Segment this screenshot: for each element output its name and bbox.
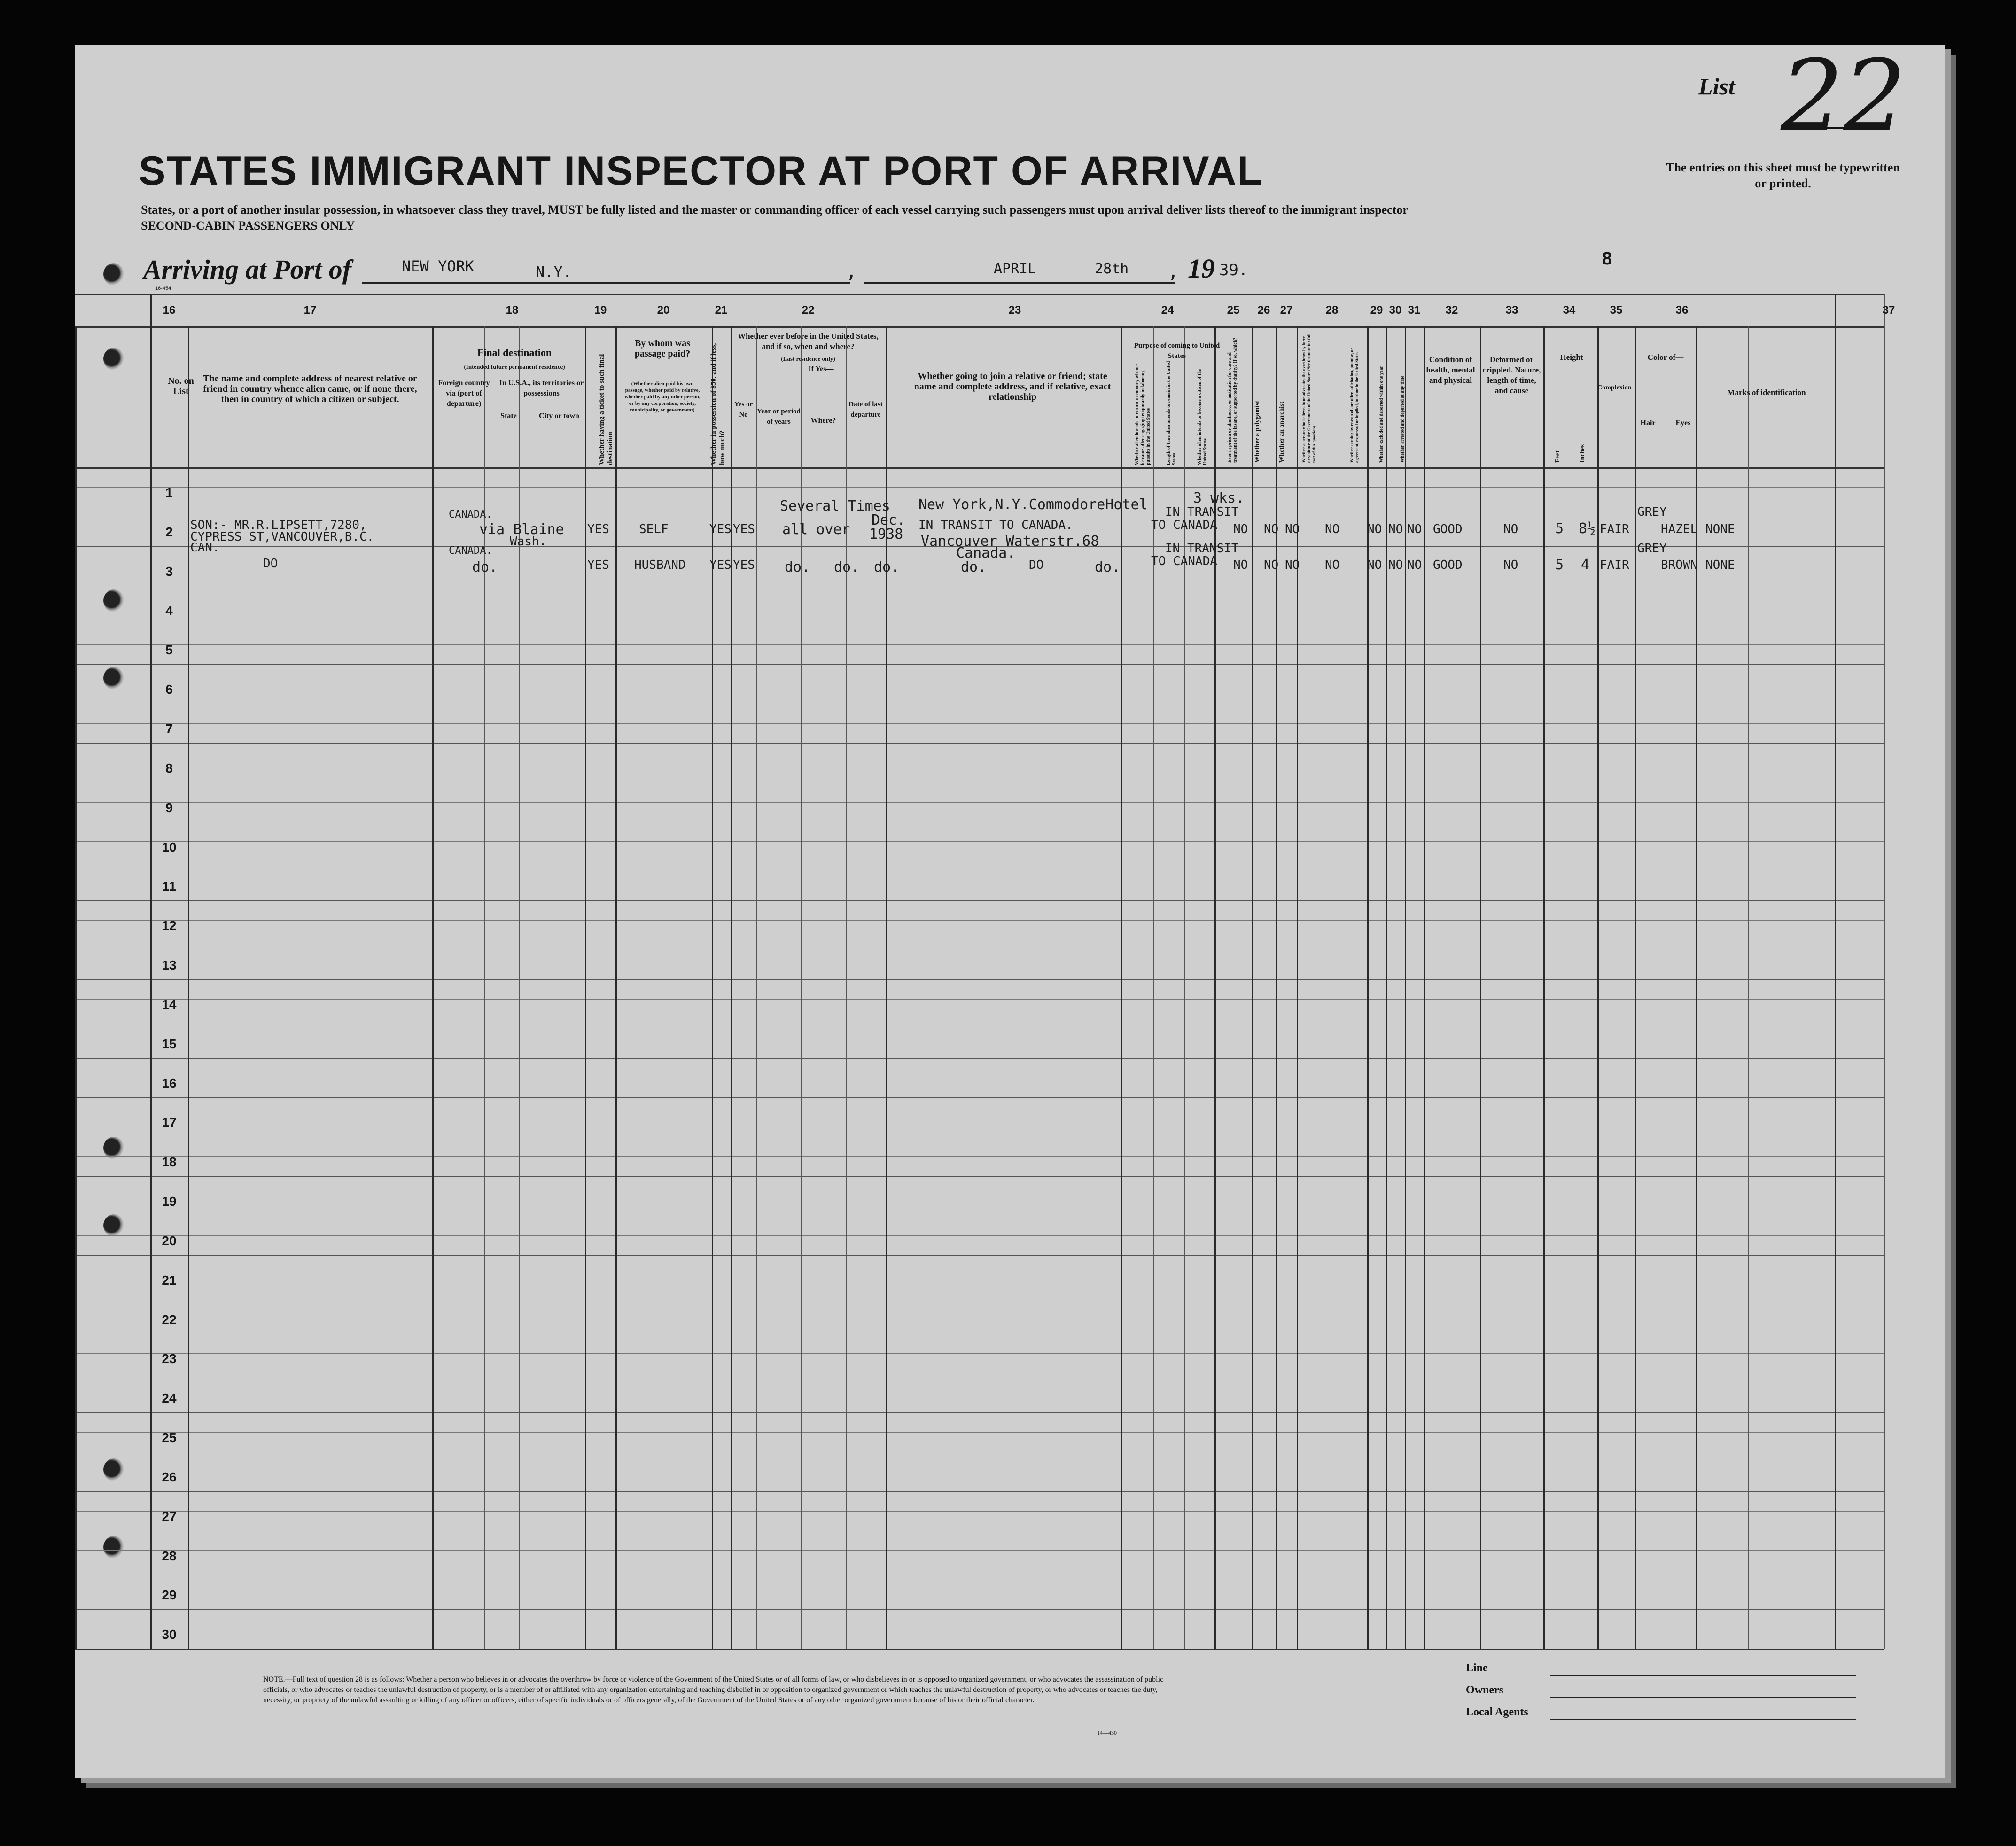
- row2-deformed: NO: [1503, 558, 1518, 572]
- row-number: 25: [162, 1430, 177, 1445]
- date-day-value: 28th: [1095, 261, 1129, 277]
- column-rule: [1252, 326, 1253, 1649]
- port-value: NEW YORK: [402, 257, 475, 275]
- row-rule: [75, 1609, 1884, 1610]
- row-number: 22: [162, 1312, 177, 1327]
- column-number: 30: [1389, 304, 1402, 317]
- row-number: 27: [162, 1509, 177, 1524]
- row1-anarchist: NO: [1285, 522, 1300, 536]
- header-condition: Condition of health, mental and physical: [1426, 355, 1475, 385]
- header-purpose-a: Whether alien intends to return to country whence he came after engaging temporarily in laboring pursuits in the United States: [1135, 363, 1151, 465]
- half-row-rule: [75, 802, 1884, 803]
- row-number: 23: [162, 1351, 177, 1366]
- column-rule: [188, 326, 189, 1649]
- row-rule: [75, 1412, 1884, 1413]
- column-number: 33: [1505, 304, 1518, 317]
- row1-marks: NONE: [1705, 522, 1735, 536]
- column-number: 20: [657, 304, 670, 317]
- column-number: 18: [506, 304, 519, 317]
- column-rule: [585, 326, 586, 1649]
- row-number: 20: [162, 1233, 177, 1248]
- row1-purpose-b1: 3 wks.: [1193, 490, 1245, 506]
- row1-polygamist: NO: [1264, 522, 1279, 536]
- column-number: 22: [802, 304, 815, 317]
- header-complexion: Complexion: [1597, 384, 1632, 391]
- row1-joining-2: IN TRANSIT TO CANADA.: [918, 518, 1073, 532]
- subheader-rule: [801, 388, 802, 467]
- header-purpose: Purpose of coming to United States: [1134, 342, 1220, 360]
- row1-q29: NO: [1367, 522, 1382, 536]
- row-number: 5: [165, 643, 173, 657]
- header-purpose-c: Whether alien intends to become a citizen of the United States: [1197, 369, 1208, 465]
- row-rule: [75, 1491, 1884, 1492]
- row2-anarchist: NO: [1285, 558, 1300, 572]
- row2-hair: GREY: [1637, 542, 1667, 556]
- half-row-rule: [75, 999, 1884, 1000]
- port-state-value: N.Y.: [536, 263, 572, 281]
- row2-where: do.: [834, 559, 860, 575]
- half-row-rule: [75, 1235, 1884, 1236]
- row1-relative-line3: CAN.: [190, 541, 220, 555]
- header-height: Height: [1560, 353, 1583, 362]
- column-number: 35: [1610, 304, 1623, 317]
- header-inches: Inches: [1579, 444, 1586, 463]
- column-rule: [1405, 326, 1406, 1649]
- row-number: 15: [162, 1037, 177, 1051]
- date-month-value: APRIL: [994, 261, 1036, 277]
- column-number: 19: [594, 304, 607, 317]
- row2-year-period: do.: [785, 559, 810, 575]
- row2-joining-5: do.: [1095, 559, 1121, 575]
- row-number: 24: [162, 1391, 177, 1405]
- row1-year-period: Several Times: [780, 498, 890, 514]
- row2-polygamist: NO: [1264, 558, 1279, 572]
- half-row-rule: [75, 644, 1884, 645]
- header-purpose-b: Length of time alien intends to remain in the United States: [1166, 361, 1177, 465]
- header-q31: Whether arrested and deported at any time: [1400, 375, 1405, 463]
- row1-ever-before: YES: [733, 522, 755, 536]
- row1-joining-1: New York,N.Y.CommodoreHotel: [918, 496, 1148, 513]
- corner-mark: 8: [1602, 249, 1612, 269]
- header-prison: Ever in prison or almshouse, or institution for care and treatment of the insane, or supported by charity? If so, which?: [1227, 337, 1238, 463]
- row2-feet: 5: [1555, 557, 1564, 573]
- header-bottom-border: [75, 467, 1884, 469]
- column-number: 29: [1370, 304, 1383, 317]
- row1-date-departure-1: Dec.: [872, 512, 906, 528]
- date-comma: ,: [1168, 261, 1179, 282]
- row2-complexion: FAIR: [1600, 558, 1629, 572]
- column-rule: [150, 294, 152, 1649]
- column-number: 34: [1563, 304, 1576, 317]
- row2-joining-4: DO: [1029, 558, 1044, 572]
- row-number: 9: [165, 800, 173, 815]
- header-deformed: Deformed or crippled. Nature, length of time, and cause: [1482, 355, 1541, 395]
- column-number: 31: [1408, 304, 1421, 317]
- row2-prison: NO: [1233, 558, 1248, 572]
- column-rule: [615, 326, 617, 1649]
- header-city: City or town: [539, 412, 579, 420]
- row2-marks: NONE: [1705, 558, 1735, 572]
- half-row-rule: [75, 1156, 1884, 1157]
- row1-possession-50: YES: [709, 522, 732, 536]
- header-if-yes: If Yes—: [808, 365, 834, 373]
- column-rule: [1748, 326, 1749, 1649]
- half-row-rule: [75, 1353, 1884, 1354]
- header-q30: Whether excluded and deported within one year: [1379, 366, 1384, 463]
- table-top-border: [75, 294, 1884, 295]
- column-number: 28: [1325, 304, 1339, 317]
- header-color-of: Color of—: [1647, 353, 1684, 362]
- row1-where: all over: [782, 521, 850, 538]
- half-row-rule: [75, 920, 1884, 921]
- column-number: 32: [1445, 304, 1458, 317]
- row-number: 10: [162, 840, 177, 854]
- footer-line-rule: [1550, 1675, 1856, 1676]
- column-rule: [1635, 326, 1636, 1649]
- row2-q31: NO: [1407, 558, 1422, 572]
- half-row-rule: [75, 1550, 1884, 1551]
- row-rule: [75, 1058, 1884, 1059]
- page-title: STATES IMMIGRANT INSPECTOR AT PORT OF ARRIVAL: [139, 148, 1263, 194]
- row1-relative-line1: SON:- MR.R.LIPSETT,7280,: [190, 518, 367, 532]
- column-number: 26: [1257, 304, 1270, 317]
- column-number: 24: [1161, 304, 1174, 317]
- table-bottom-border: [75, 1649, 1884, 1650]
- column-number: 27: [1280, 304, 1293, 317]
- row-number: 6: [165, 682, 173, 697]
- row1-date-departure-2: 1938: [869, 526, 903, 543]
- row-number: 11: [162, 879, 176, 893]
- header-polygamist: Whether a polygamist: [1254, 401, 1261, 463]
- header-yes-or-no: Yes or No: [734, 401, 753, 419]
- header-no-on-list: No. on List: [168, 376, 194, 396]
- year-prefix: 19: [1188, 253, 1215, 284]
- row2-q30: NO: [1388, 558, 1403, 572]
- column-rule: [75, 326, 77, 1649]
- column-rule: [1543, 326, 1545, 1649]
- manifest-table: [75, 294, 1895, 1649]
- row2-passage-paid: HUSBAND: [634, 558, 686, 572]
- row1-foreign-country: CANADA.: [449, 509, 492, 520]
- row1-ticket: YES: [587, 522, 609, 536]
- column-rule: [1597, 326, 1599, 1649]
- cabin-note: SECOND-CABIN PASSENGERS ONLY: [141, 219, 355, 233]
- header-final-destination-sub: (Intended future permanent residence): [464, 363, 565, 370]
- year-suffix: 39.: [1219, 261, 1248, 279]
- half-row-rule: [75, 841, 1884, 842]
- footer-owners-rule: [1550, 1697, 1856, 1698]
- form-number: 14—430: [1097, 1730, 1117, 1736]
- row-rule: [75, 1255, 1884, 1256]
- header-ticket: Whether having a ticket to such final destination: [598, 354, 614, 465]
- form-code: 16-454: [155, 286, 171, 291]
- row-rule: [75, 900, 1884, 901]
- port-comma: ,: [846, 261, 857, 282]
- header-where: Where?: [810, 417, 836, 425]
- row1-eyes: HAZEL: [1661, 522, 1698, 536]
- row1-hair: GREY: [1637, 505, 1667, 519]
- header-nearest-relative: The name and complete address of nearest relative or friend in country whence alien came, or if none there, then in country of which a citizen or subject.: [203, 373, 417, 404]
- row2-q29: NO: [1367, 558, 1382, 572]
- list-label: List: [1698, 73, 1735, 100]
- column-number: 16: [163, 304, 176, 317]
- header-in-usa: In U.S.A., its territories or possessions: [499, 379, 584, 397]
- row2-ticket: YES: [587, 558, 609, 572]
- column-rule: [1424, 326, 1425, 1649]
- column-number: 17: [304, 304, 317, 317]
- row2-joining-1: Vancouver Waterstr.68: [921, 533, 1099, 550]
- footer-agents-label: Local Agents: [1466, 1706, 1528, 1718]
- half-row-rule: [75, 1432, 1884, 1433]
- entries-note: The entries on this sheet must be typewritten or printed.: [1666, 161, 1900, 190]
- row-number: 29: [162, 1588, 177, 1602]
- footer-line-label: Line: [1466, 1662, 1488, 1674]
- row-rule: [75, 979, 1884, 980]
- half-row-rule: [75, 487, 1884, 488]
- row2-joining-2: Canada.: [956, 545, 1016, 561]
- subheader-rule: [756, 388, 757, 467]
- column-number: 23: [1008, 304, 1021, 317]
- row-number: 4: [165, 604, 173, 618]
- row1-purpose-b3: TO CANADA: [1151, 518, 1217, 532]
- column-number: 25: [1227, 304, 1240, 317]
- half-row-rule: [75, 723, 1884, 724]
- row1-inches: 8½: [1579, 520, 1596, 537]
- port-underline: [362, 282, 850, 284]
- header-date-departure: Date of last departure: [848, 401, 883, 419]
- header-feet: Feet: [1554, 450, 1561, 463]
- row1-complexion: FAIR: [1600, 522, 1629, 536]
- row2-inches: 4: [1581, 557, 1590, 573]
- row2-q28: NO: [1325, 558, 1340, 572]
- row-number: 2: [165, 525, 173, 539]
- row-number: 16: [162, 1076, 177, 1091]
- header-ever-before-sub: (Last residence only): [781, 355, 835, 362]
- row2-date-departure: do.: [874, 559, 900, 575]
- row2-foreign-country: CANADA.: [449, 545, 492, 557]
- form-subtitle: [141, 202, 1597, 234]
- header-foreign-country: Foreign country via (port of departure): [438, 379, 490, 408]
- row-number: 8: [165, 761, 173, 776]
- row-rule: [75, 1097, 1884, 1098]
- row-number: 13: [162, 958, 177, 972]
- row-number: 3: [165, 564, 173, 579]
- column-rule: [432, 326, 434, 1649]
- row1-q28: NO: [1325, 522, 1340, 536]
- punch-hole: [103, 263, 124, 286]
- header-state: State: [500, 412, 517, 420]
- half-row-rule: [75, 1511, 1884, 1512]
- row-number: 21: [162, 1273, 177, 1288]
- header-passage-paid: By whom was passage paid?: [634, 338, 691, 359]
- row1-condition: GOOD: [1433, 522, 1463, 536]
- row-number: 26: [162, 1470, 177, 1484]
- header-marks: Marks of identification: [1727, 388, 1806, 397]
- row-number: 17: [162, 1115, 177, 1130]
- row2-ever-before: YES: [733, 558, 755, 572]
- column-number: 21: [715, 304, 728, 317]
- header-top-border: [75, 326, 1884, 328]
- header-q29: Whether coming by reason of any offer, solicitation, promise, or agreement, expressed or implied, to labor in the United States: [1349, 348, 1359, 463]
- row2-condition: GOOD: [1433, 558, 1463, 572]
- column-number: 36: [1675, 304, 1689, 317]
- row1-via: via Blaine: [479, 521, 564, 538]
- row-number: 1: [165, 485, 173, 500]
- footer-note: NOTE.—Full text of question 28 is as follows: Whether a person who believes in or advocates the overthrow by force or violence of the Government of the United States or of all forms of law, or who disbelieves in or is opposed to organized government, or who advocates the assassination of public officials, or who advocates or teaches the unlawful destruction of property, or is a member of or affiliated with any organization entertaining and teaching disbelief in or opposition to organized government or which teaches the unlawful destruction of property, or who advocates or teaches the duty, necessity, or propriety of the unlawful assaulting or killing of any officer or officers, either of specific individuals or of officers generally, of the Government of the United States or of any other organized government because of his or their official character.: [263, 1675, 1164, 1704]
- row2-eyes: BROWN: [1661, 558, 1698, 572]
- row1-prison: NO: [1233, 522, 1248, 536]
- header-possession-50: Whether in possession of $50, and if less, how much?: [710, 343, 726, 465]
- column-rule: [1386, 326, 1387, 1649]
- row2-relative-line1: DO: [263, 557, 278, 571]
- row2-joining-3: do.: [961, 559, 987, 575]
- row1-relative-line2: CYPRESS ST,VANCOUVER,B.C.: [190, 530, 374, 544]
- header-final-destination: Final destination: [477, 347, 552, 358]
- column-rule: [1480, 326, 1481, 1649]
- footer-agents-rule: [1550, 1719, 1856, 1720]
- row1-q31: NO: [1407, 522, 1422, 536]
- footer-owners-label: Owners: [1466, 1684, 1503, 1696]
- row1-purpose-b2: IN TRANSIT: [1165, 505, 1239, 519]
- row-number: 30: [162, 1627, 177, 1642]
- row-number: 28: [162, 1549, 177, 1563]
- row2-possession-50: YES: [709, 558, 732, 572]
- header-ever-before: Whether ever before in the United States, and if so, when and where?: [738, 332, 879, 351]
- row-number: 19: [162, 1194, 177, 1209]
- row1-q30: NO: [1388, 522, 1403, 536]
- header-year-period: Year or period of years: [757, 408, 801, 426]
- row2-purpose-b3: TO CANADA: [1151, 554, 1217, 568]
- header-hair: Hair: [1640, 419, 1656, 427]
- header-anarchist: Whether an anarchist: [1278, 401, 1285, 463]
- row-number: 12: [162, 918, 177, 933]
- column-number: 37: [1882, 304, 1895, 317]
- subtitle-text: States, or a port of another insular possession, in whatsoever class they travel, MUST be fully listed and the master or commanding officer of each vessel carrying such passengers must upon arrival deliver lists thereof to the immigrant inspector: [141, 203, 1408, 217]
- column-rule: [1835, 294, 1836, 1649]
- row-number: 7: [165, 721, 173, 736]
- header-eyes: Eyes: [1675, 419, 1691, 427]
- header-passage-paid-sub: (Whether alien paid his own passage, whether paid by relative, whether paid by any other person, or by any corporation, society, municipality, or government): [624, 381, 701, 413]
- row-number: 14: [162, 997, 177, 1012]
- row-rule: [75, 743, 1884, 744]
- header-joining: Whether going to join a relative or friend; state name and complete address, and if relative, exact relationship: [914, 371, 1111, 402]
- row1-passage-paid: SELF: [639, 522, 669, 536]
- row-rule: [75, 664, 1884, 665]
- column-rule: [1121, 326, 1122, 1649]
- row1-feet: 5: [1555, 520, 1564, 537]
- arriving-label: Arriving at Port of: [143, 254, 352, 285]
- header-q28: Whether a person who believes in or advocates the overthrow by force or violence of the Government of the United States (See footnote for full text of this question): [1301, 334, 1316, 463]
- row-rule: [75, 1176, 1884, 1177]
- row-number: 18: [162, 1155, 177, 1169]
- column-rule: [756, 326, 757, 1649]
- row1-deformed: NO: [1503, 522, 1518, 536]
- row2-foreign-country-do: do.: [472, 559, 498, 575]
- list-number: 22: [1781, 39, 1907, 154]
- date-underline: [864, 282, 1175, 284]
- row2-purpose-b2: IN TRANSIT: [1165, 542, 1239, 556]
- row1-via-state: Wash.: [510, 535, 547, 549]
- column-rule: [1884, 294, 1885, 1649]
